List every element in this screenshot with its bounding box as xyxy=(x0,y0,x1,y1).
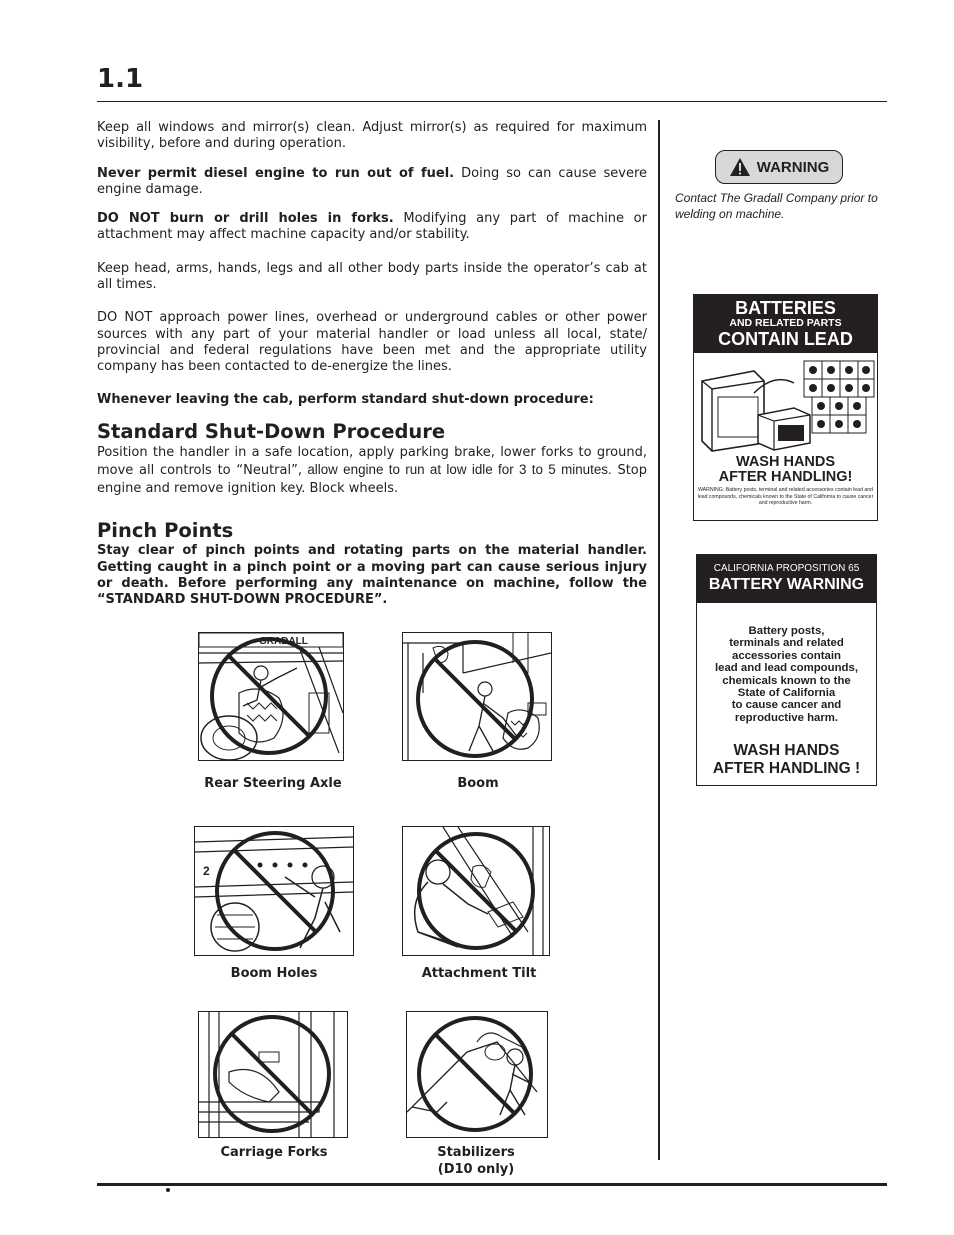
footer-rule xyxy=(97,1183,887,1186)
welding-note: Contact The Gradall Company prior to welding on machine. xyxy=(675,191,878,221)
prop65-body-line: accessories contain xyxy=(732,649,841,662)
prop65-body-line: lead and lead compounds, xyxy=(714,662,859,675)
prop65-title-1: CALIFORNIA PROPOSITION 65 xyxy=(713,563,860,574)
heading-pinch-points: Pinch Points xyxy=(97,519,234,543)
shutdown-text-a: Position the handler in a safe location, apply parking brake, lower forks to ground, move all controls to “Neutral”, xyxy=(97,444,647,479)
prop65-title-2: BATTERY WARNING xyxy=(708,576,865,593)
svg-text:2: 2 xyxy=(203,864,210,878)
prop65-body xyxy=(697,603,876,724)
caption-stabilizers-line2: (D10 only) xyxy=(437,1162,515,1177)
fig1-brand-text: GRADALL xyxy=(259,636,308,647)
caption-boom-holes: Boom Holes xyxy=(230,966,318,981)
paragraph-leaving-cab xyxy=(97,392,647,408)
figure-stabilizers xyxy=(406,1011,548,1138)
footer-bullet xyxy=(166,1188,170,1192)
lead-sign-header xyxy=(694,295,877,353)
leaving-cab-bold: Whenever leaving the cab, perform standard shut-down procedure: xyxy=(97,391,594,407)
carriage-forks-illustration xyxy=(199,1012,347,1137)
lead-title-1: BATTERIES xyxy=(735,298,836,318)
prop65-body-line: State of California xyxy=(737,687,836,700)
prop65-body-line: to cause cancer and xyxy=(731,699,842,712)
rear-steering-axle-illustration xyxy=(199,633,343,760)
forks-warning-bold: DO NOT burn or drill holes in forks. xyxy=(97,211,394,227)
paragraph-mirrors: Keep all windows and mirror(s) clean. Adjust mirror(s) as required for maximum visibility, before and during operation. xyxy=(97,120,647,152)
paragraph-body-parts: Keep head, arms, hands, legs and all other body parts inside the operator’s cab at all times. xyxy=(97,260,647,293)
attachment-tilt-illustration xyxy=(403,827,549,955)
stabilizers-illustration xyxy=(407,1012,547,1137)
prohibition-icon xyxy=(419,834,533,948)
batteries-illustration xyxy=(694,353,877,455)
boom-illustration xyxy=(403,633,551,760)
caption-carriage-forks: Carriage Forks xyxy=(220,1145,328,1160)
lead-wash-hands xyxy=(694,455,877,485)
lead-title-3: CONTAIN LEAD xyxy=(718,329,853,349)
column-divider xyxy=(658,120,660,1160)
caption-stabilizers-line1: Stabilizers xyxy=(437,1145,515,1160)
prop65-wash-line2: AFTER HANDLING ! xyxy=(712,759,861,777)
paragraph-shutdown xyxy=(97,444,647,498)
fuel-warning-bold: Never permit diesel engine to run out of fuel. xyxy=(97,165,455,181)
figure-carriage-forks xyxy=(198,1011,348,1138)
caption-rear-steering-axle: Rear Steering Axle xyxy=(204,776,342,791)
warning-triangle-icon xyxy=(729,157,751,177)
prop65-header xyxy=(697,555,876,603)
figure-boom-holes xyxy=(194,826,354,956)
warning-label: WARNING xyxy=(756,158,830,176)
caption-attachment-tilt: Attachment Tilt xyxy=(421,966,537,981)
caption-stabilizers xyxy=(400,1144,552,1178)
header-rule xyxy=(97,101,887,102)
paragraph-pinch-points xyxy=(97,543,647,608)
fuel-warning-rest: Doing so can cause severe engine damage. xyxy=(97,165,648,197)
prop65-body-line: terminals and related xyxy=(729,637,844,650)
lead-title-2: AND RELATED PARTS xyxy=(729,317,842,329)
prop65-body-line: Battery posts, xyxy=(748,625,825,637)
batteries-lead-sign xyxy=(693,294,878,521)
paragraph-power-lines: DO NOT approach power lines, overhead or underground cables or other power sources with any part of your material handler or load unless all local, state/ provincial and federal regulations have been met and the appropriate utility company has been contacted to de-energize the lines. xyxy=(97,310,647,375)
caption-boom: Boom xyxy=(457,776,499,791)
figure-attachment-tilt xyxy=(402,826,550,956)
paragraph-forks xyxy=(97,211,647,244)
prop65-body-line: reproductive harm. xyxy=(734,711,839,724)
prohibition-icon xyxy=(217,833,333,949)
prop65-battery-warning-sign xyxy=(696,554,877,786)
prop65-wash-line1: WASH HANDS xyxy=(733,742,840,760)
prop65-wash-hands xyxy=(697,724,876,777)
heading-shutdown: Standard Shut-Down Procedure xyxy=(97,419,446,443)
figure-rear-steering-axle xyxy=(198,632,344,761)
shutdown-text-c: Stop engine and remove ignition key. Block wheels. xyxy=(97,463,648,496)
prohibition-icon xyxy=(418,642,532,756)
figure-boom xyxy=(402,632,552,761)
prohibition-icon xyxy=(419,1018,531,1130)
boom-holes-illustration xyxy=(195,827,353,955)
shutdown-text-b: allow engine to run at low idle for 3 to 5 minutes. xyxy=(301,462,612,478)
main-column xyxy=(97,120,647,609)
lead-fine-print: WARNING: Battery posts, terminal and related accessories contain lead and lead compounds, chemicals known to the State of California to cause cancer and reproductive harm. xyxy=(697,487,874,506)
pinch-points-bold: Stay clear of pinch points and rotating parts on the material handler. Getting caught in a pinch point or a moving part can cause serious injury or death. Before performing any maintenance on machine, follow the “STANDARD SHUT-DOWN PROCEDURE”. xyxy=(97,543,647,608)
forks-warning-rest: Modifying any part of machine or attachment may affect machine capacity and/or stability. xyxy=(97,211,647,243)
lead-wash-line1: WASH HANDS xyxy=(735,454,836,470)
lead-wash-line2: AFTER HANDLING! xyxy=(718,469,853,485)
prohibition-icon xyxy=(215,1017,329,1131)
prop65-body-line: chemicals known to the xyxy=(722,674,851,687)
paragraph-fuel xyxy=(97,166,647,199)
warning-badge xyxy=(715,150,843,184)
section-number: 1.1 xyxy=(97,64,144,94)
